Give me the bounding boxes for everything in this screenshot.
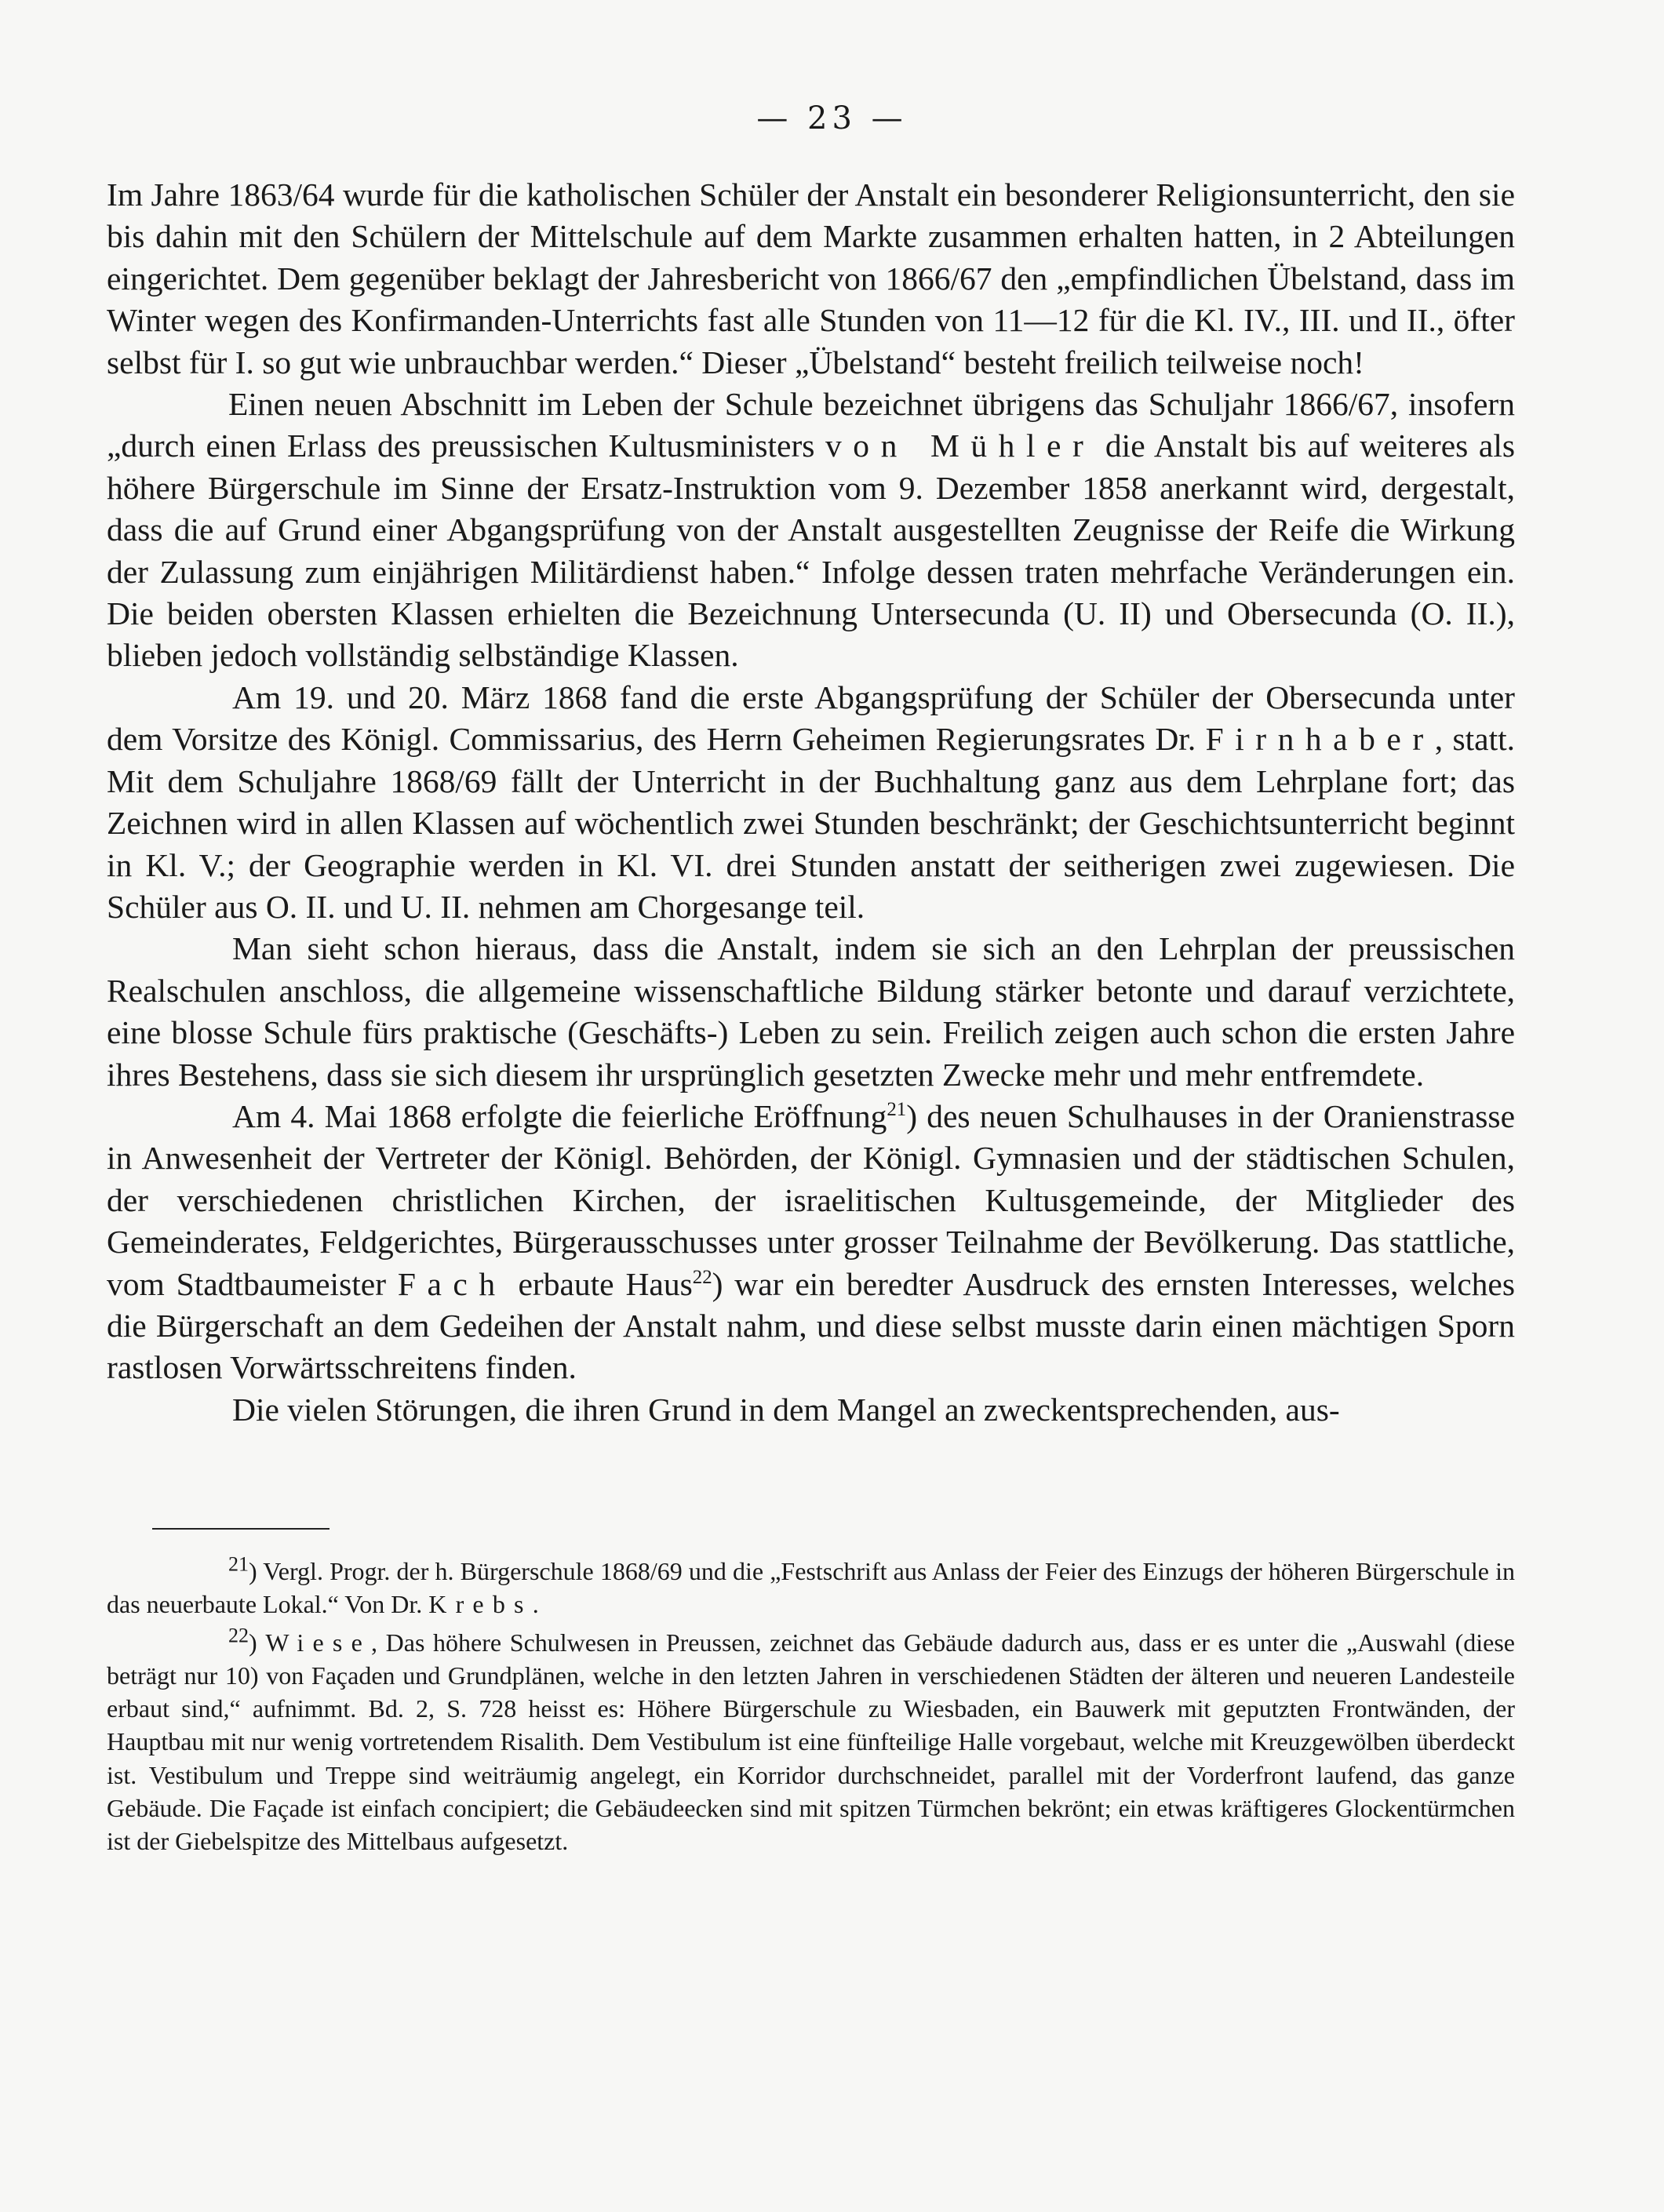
footnote-21 bbox=[107, 1552, 1515, 1621]
text-run: Einen neuen Abschnitt im Leben der Schule bezeichnet übrigens das Schuljahr 1866/67, insofern „durch einen Erlass des preussischen Kultusministers bbox=[107, 386, 1515, 464]
text-run: die Anstalt bis auf weiteres als höhere Bürgerschule im Sinne der Ersatz-Instruktion vom 9. Dezember 1858 anerkannt wird, dergestalt, dass die auf Grund einer Abgangsprüfung von der Anstalt ausgestellten Zeugnisse der Reife die Wirkung der Zulassung zum einjährigen Militärdienst haben.“ Infolge dessen traten mehrfache Veränderungen ein. Die beiden obersten Klassen erhielten die Bezeichnung Untersecunda (U. II) und Obersecunda (O. II.), blieben jedoch vollständig selbständige Klassen. bbox=[107, 427, 1515, 674]
footnote-ref: 21 bbox=[887, 1099, 907, 1121]
paragraph: Im Jahre 1863/64 wurde für die katholischen Schüler der Anstalt ein besonderer Religionsunterricht, den sie bis dahin mit den Schülern der Mittelschule auf dem Markte zusammen erhalten hatten, in 2 Abteilungen eingerichtet. Dem gegenüber beklagt der Jahresbericht von 1866/67 den „empfindlichen Übelstand, dass im Winter wegen des Konfirmanden-Unterrichts fast alle Stunden von 11—12 für die Kl. IV., III. und II., öfter selbst für I. so gut wie unbrauchbar werden.“ Dieser „Übelstand“ besteht freilich teilweise noch! bbox=[107, 176, 1515, 380]
paragraph bbox=[107, 384, 1515, 677]
text-run: ) Vergl. Progr. der h. Bürgerschule 1868/69 und die „Festschrift aus Anlass der Feier des Einzugs der höheren Bürgerschule in das neuerbaute Lokal.“ Von Dr. bbox=[107, 1557, 1515, 1619]
text-run: Am 19. und 20. März 1868 fand die erste Abgangsprüfung der Schüler der Obersecunda unter dem Vorsitze des Königl. Commissarius, des Herrn Geheimen Regierungsrates Dr. bbox=[107, 679, 1515, 758]
text-run: Am 4. Mai 1868 erfolgte die feierliche Eröffnung bbox=[232, 1097, 887, 1134]
text-run: statt. Mit dem Schuljahre 1868/69 fällt der Unterricht in der Buchhaltung ganz aus dem Lehrplane fort; das Zeichnen wird in allen Klassen auf wöchentlich zwei Stunden beschränkt; der Geschichtsunterricht beginnt in Kl. V.; der Geographie werden in Kl. VI. drei Stunden anstatt der seitherigen zwei zugewiesen. Die Schüler aus O. II. und U. II. nehmen am Chorgesange teil. bbox=[107, 721, 1516, 925]
text-run: , Das höhere Schulwesen in Preussen, zeichnet das Gebäude dadurch aus, dass er es unter die „Auswahl (diese beträgt nur 10) von Façaden und Grundplänen, welche in den letzten Jahren in verschiedenen Städten der älteren und neueren Landesteile erbaut sind,“ aufnimmt. Bd. 2, S. 728 heisst es: Höhere Bürgerschule zu Wiesbaden, ein Bauwerk mit geputzten Frontwänden, der Hauptbau mit nur wenig vortretendem Risalith. Dem Vestibulum ist eine fünfteilige Halle vorgebaut, welche mit Kreuzgewölben überdeckt ist. Vestibulum und Treppe sind weiträumig angelegt, ein Korridor durchschneidet, parallel mit der Vorderfront laufend, das ganze Gebäude. Die Façade ist einfach concipiert; die Gebäudeecken sind mit spitzen Türmchen bekrönt; ein etwas kräftigeres Glockentürmchen ist der Giebelspitze des Mittelbaus aufgesetzt. bbox=[107, 1628, 1516, 1856]
text-run: ) des neuen Schulhauses in der Oranienstrasse in Anwesenheit der Vertreter der Königl. Behörden, der Königl. Gymnasien und der städtischen Schulen, der verschiedenen christlichen Kirchen, der israelitischen Kultusgemeinde, der Mitglieder des Gemeinderates, Feldgerichtes, Bürgerausschusses unter grosser Teilnahme der Bevölkerung. Das stattliche, vom Stadtbaumeister bbox=[107, 1097, 1516, 1302]
person-name: Krebs bbox=[428, 1590, 533, 1619]
text-run: , bbox=[1434, 721, 1444, 758]
text-run: erbaute Haus bbox=[506, 1265, 693, 1302]
text-run: ) bbox=[249, 1628, 266, 1657]
person-name: Firnhaber bbox=[1205, 721, 1435, 758]
person-name: von Mühler bbox=[825, 427, 1095, 464]
paragraph bbox=[107, 677, 1515, 928]
footnote-ref: 22 bbox=[692, 1266, 712, 1288]
footnote-mark: 21 bbox=[228, 1552, 249, 1576]
page-number: — 23 — bbox=[756, 100, 908, 136]
text-run: . bbox=[532, 1590, 539, 1619]
footnote-mark: 22 bbox=[228, 1623, 249, 1646]
footnote-divider bbox=[152, 1528, 330, 1530]
paragraph bbox=[107, 1096, 1515, 1389]
footnotes bbox=[107, 1552, 1516, 1863]
person-name: Fach bbox=[397, 1265, 507, 1302]
main-text bbox=[107, 174, 1515, 1431]
footnote-22 bbox=[107, 1623, 1516, 1858]
paragraph: Die vielen Störungen, die ihren Grund in dem Mangel an zweckentsprechenden, aus- bbox=[232, 1391, 1340, 1428]
paragraph: Man sieht schon hieraus, dass die Anstalt, indem sie sich an den Lehrplan der preussischen Realschulen anschloss, die allgemeine wissenschaftliche Bildung stärker betonte und darauf verzichtete, eine blosse Schule fürs praktische (Geschäfts-) Leben zu sein. Freilich zeigen auch schon die ersten Jahre ihres Bestehens, dass sie sich diesem ihr ursprünglich gesetzten Zwecke mehr und mehr entfremdete. bbox=[107, 930, 1515, 1093]
text-run: ) war ein beredter Ausdruck des ernsten Interesses, welches die Bürgerschaft an dem Gedeihen der Anstalt nahm, und diese selbst musste darin einen mächtigen Sporn rastlosen Vorwärtsschreitens finden. bbox=[107, 1265, 1515, 1386]
person-name: Wiese bbox=[265, 1628, 371, 1657]
